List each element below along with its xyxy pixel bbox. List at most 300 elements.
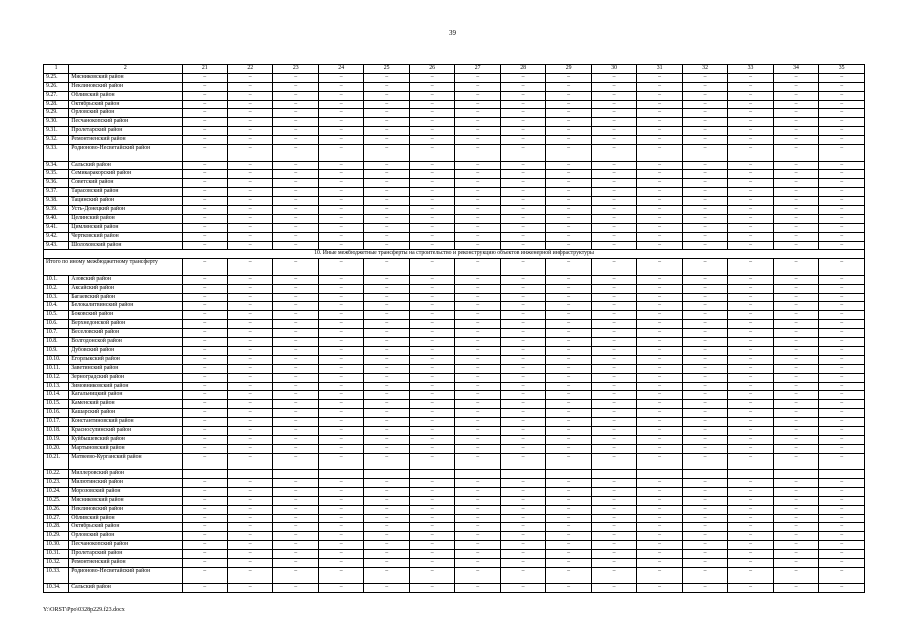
value-cell: – — [227, 364, 272, 373]
value-cell: – — [318, 559, 363, 568]
district-name: Егорлыкский район — [69, 355, 182, 364]
value-cell: – — [455, 197, 500, 206]
value-cell: – — [546, 338, 591, 347]
value-cell: – — [364, 418, 409, 427]
value-cell: – — [455, 109, 500, 118]
table-row — [44, 170, 865, 179]
value-cell: – — [728, 355, 773, 364]
value-cell: – — [728, 205, 773, 214]
value-cell: – — [409, 346, 454, 355]
value-cell: – — [773, 487, 818, 496]
value-cell: – — [728, 550, 773, 559]
table-row — [44, 241, 865, 250]
value-cell: – — [364, 487, 409, 496]
value-cell: – — [773, 170, 818, 179]
value-cell: – — [637, 136, 682, 145]
value-cell: – — [500, 311, 545, 320]
district-name: Красносулинский район — [69, 426, 182, 435]
table-row — [44, 73, 865, 82]
value-cell: – — [318, 223, 363, 232]
value-cell: – — [637, 73, 682, 82]
value-cell: – — [591, 355, 636, 364]
value-cell: – — [409, 109, 454, 118]
district-name: Сальский район — [69, 161, 182, 170]
value-cell: – — [546, 400, 591, 409]
value-cell: – — [591, 373, 636, 382]
row-number: 10.31. — [44, 550, 69, 559]
value-cell: – — [455, 136, 500, 145]
value-cell: – — [455, 214, 500, 223]
value-cell: – — [364, 479, 409, 488]
value-cell: – — [227, 179, 272, 188]
value-cell — [637, 470, 682, 479]
value-cell: – — [682, 418, 727, 427]
value-cell: – — [273, 559, 318, 568]
value-cell: – — [500, 364, 545, 373]
value-cell: – — [773, 136, 818, 145]
value-cell: – — [637, 241, 682, 250]
row-number: 9.36. — [44, 179, 69, 188]
value-cell: – — [409, 302, 454, 311]
value-cell: – — [728, 532, 773, 541]
value-cell: – — [364, 453, 409, 470]
value-cell: – — [773, 453, 818, 470]
value-cell: – — [728, 311, 773, 320]
table-row — [44, 346, 865, 355]
column-header: 33 — [728, 65, 773, 74]
value-cell: – — [455, 73, 500, 82]
value-cell: – — [455, 329, 500, 338]
value-cell: – — [773, 373, 818, 382]
value-cell: – — [318, 453, 363, 470]
value-cell: – — [409, 82, 454, 91]
value-cell: – — [591, 532, 636, 541]
table-row — [44, 188, 865, 197]
value-cell: – — [500, 382, 545, 391]
value-cell: – — [182, 293, 227, 302]
value-cell: – — [182, 259, 227, 276]
value-cell: – — [409, 329, 454, 338]
value-cell: – — [227, 275, 272, 284]
value-cell: – — [273, 293, 318, 302]
value-cell: – — [500, 532, 545, 541]
value-cell: – — [500, 514, 545, 523]
value-cell: – — [318, 479, 363, 488]
value-cell: – — [546, 82, 591, 91]
value-cell: – — [546, 541, 591, 550]
value-cell: – — [364, 514, 409, 523]
value-cell: – — [455, 567, 500, 584]
value-cell: – — [500, 391, 545, 400]
district-name: Тацинский район — [69, 197, 182, 206]
value-cell: – — [546, 109, 591, 118]
value-cell: – — [182, 382, 227, 391]
value-cell: – — [637, 338, 682, 347]
value-cell: – — [637, 329, 682, 338]
value-cell: – — [500, 161, 545, 170]
value-cell: – — [318, 284, 363, 293]
value-cell: – — [773, 550, 818, 559]
table-row — [44, 532, 865, 541]
value-cell: – — [455, 355, 500, 364]
value-cell: – — [182, 100, 227, 109]
value-cell: – — [637, 559, 682, 568]
value-cell: – — [591, 259, 636, 276]
value-cell: – — [728, 541, 773, 550]
value-cell: – — [546, 311, 591, 320]
value-cell: – — [227, 241, 272, 250]
value-cell: – — [318, 73, 363, 82]
column-header: 34 — [773, 65, 818, 74]
value-cell: – — [728, 127, 773, 136]
value-cell: – — [682, 435, 727, 444]
value-cell: – — [182, 373, 227, 382]
value-cell: – — [273, 259, 318, 276]
value-cell: – — [273, 179, 318, 188]
table-row — [44, 355, 865, 364]
district-name: Мартыновский район — [69, 444, 182, 453]
value-cell: – — [227, 205, 272, 214]
row-number: 9.42. — [44, 232, 69, 241]
value-cell: – — [273, 205, 318, 214]
value-cell: – — [546, 559, 591, 568]
value-cell: – — [500, 293, 545, 302]
value-cell: – — [637, 418, 682, 427]
value-cell: – — [682, 127, 727, 136]
table-row — [44, 311, 865, 320]
value-cell: – — [455, 205, 500, 214]
district-name: Волгодонской район — [69, 338, 182, 347]
value-cell: – — [273, 223, 318, 232]
value-cell: – — [682, 136, 727, 145]
value-cell: – — [819, 223, 865, 232]
value-cell: – — [318, 145, 363, 162]
value-cell: – — [182, 453, 227, 470]
table-row — [44, 479, 865, 488]
value-cell: – — [637, 400, 682, 409]
value-cell: – — [182, 418, 227, 427]
value-cell: – — [364, 550, 409, 559]
value-cell: – — [318, 241, 363, 250]
value-cell: – — [182, 346, 227, 355]
district-name: Мясниковский район — [69, 496, 182, 505]
value-cell: – — [728, 179, 773, 188]
value-cell: – — [682, 541, 727, 550]
value-cell: – — [591, 426, 636, 435]
value-cell: – — [409, 514, 454, 523]
value-cell: – — [364, 73, 409, 82]
table-row — [44, 136, 865, 145]
value-cell: – — [682, 91, 727, 100]
value-cell: – — [591, 496, 636, 505]
value-cell: – — [773, 346, 818, 355]
value-cell: – — [682, 223, 727, 232]
value-cell: – — [273, 91, 318, 100]
value-cell: – — [682, 514, 727, 523]
value-cell: – — [500, 400, 545, 409]
value-cell: – — [773, 223, 818, 232]
value-cell: – — [318, 127, 363, 136]
value-cell: – — [273, 241, 318, 250]
value-cell: – — [728, 373, 773, 382]
row-number: 10.15. — [44, 400, 69, 409]
value-cell: – — [773, 197, 818, 206]
value-cell: – — [546, 355, 591, 364]
value-cell: – — [318, 205, 363, 214]
value-cell: – — [409, 496, 454, 505]
value-cell: – — [364, 320, 409, 329]
value-cell: – — [182, 170, 227, 179]
value-cell: – — [182, 487, 227, 496]
value-cell: – — [318, 364, 363, 373]
value-cell: – — [227, 355, 272, 364]
value-cell: – — [409, 355, 454, 364]
value-cell: – — [364, 197, 409, 206]
value-cell: – — [500, 418, 545, 427]
value-cell: – — [773, 567, 818, 584]
value-cell: – — [273, 505, 318, 514]
value-cell: – — [819, 275, 865, 284]
value-cell: – — [637, 364, 682, 373]
value-cell: – — [546, 364, 591, 373]
value-cell: – — [409, 136, 454, 145]
value-cell: – — [227, 514, 272, 523]
value-cell: – — [819, 409, 865, 418]
value-cell: – — [455, 170, 500, 179]
value-cell: – — [409, 91, 454, 100]
value-cell: – — [227, 567, 272, 584]
value-cell: – — [546, 205, 591, 214]
value-cell: – — [819, 541, 865, 550]
value-cell: – — [773, 275, 818, 284]
column-header: 27 — [455, 65, 500, 74]
value-cell: – — [455, 145, 500, 162]
value-cell: – — [227, 523, 272, 532]
value-cell: – — [409, 259, 454, 276]
row-number: 10.32. — [44, 559, 69, 568]
value-cell: – — [819, 311, 865, 320]
value-cell: – — [773, 311, 818, 320]
table-row — [44, 82, 865, 91]
value-cell: – — [819, 373, 865, 382]
value-cell: – — [318, 373, 363, 382]
value-cell: – — [546, 275, 591, 284]
value-cell: – — [637, 214, 682, 223]
value-cell: – — [773, 426, 818, 435]
value-cell: – — [546, 487, 591, 496]
value-cell: – — [182, 275, 227, 284]
column-header: 22 — [227, 65, 272, 74]
value-cell: – — [364, 223, 409, 232]
value-cell: – — [546, 346, 591, 355]
value-cell: – — [273, 109, 318, 118]
value-cell: – — [409, 232, 454, 241]
value-cell — [682, 470, 727, 479]
row-number: 10.33. — [44, 567, 69, 584]
value-cell: – — [409, 338, 454, 347]
value-cell: – — [773, 382, 818, 391]
district-name: Пролетарский район — [69, 127, 182, 136]
value-cell: – — [364, 293, 409, 302]
value-cell: – — [546, 479, 591, 488]
district-name: Обливский район — [69, 91, 182, 100]
table-row — [44, 505, 865, 514]
value-cell: – — [728, 214, 773, 223]
value-cell: – — [773, 496, 818, 505]
value-cell: – — [728, 100, 773, 109]
value-cell — [591, 470, 636, 479]
value-cell: – — [500, 100, 545, 109]
value-cell: – — [591, 284, 636, 293]
value-cell: – — [591, 127, 636, 136]
value-cell — [500, 470, 545, 479]
value-cell: – — [409, 311, 454, 320]
value-cell: – — [591, 505, 636, 514]
value-cell: – — [182, 567, 227, 584]
value-cell: – — [409, 118, 454, 127]
value-cell: – — [819, 214, 865, 223]
row-number: 10.21. — [44, 453, 69, 470]
value-cell: – — [364, 241, 409, 250]
value-cell: – — [455, 275, 500, 284]
district-name: Азовский район — [69, 275, 182, 284]
value-cell: – — [409, 567, 454, 584]
value-cell: – — [318, 487, 363, 496]
value-cell: – — [364, 584, 409, 593]
value-cell: – — [182, 329, 227, 338]
value-cell: – — [728, 145, 773, 162]
value-cell: – — [273, 311, 318, 320]
value-cell: – — [682, 179, 727, 188]
value-cell: – — [637, 145, 682, 162]
value-cell: – — [409, 293, 454, 302]
value-cell: – — [591, 73, 636, 82]
value-cell: – — [182, 426, 227, 435]
value-cell: – — [364, 409, 409, 418]
value-cell — [182, 470, 227, 479]
column-header: 25 — [364, 65, 409, 74]
value-cell: – — [591, 293, 636, 302]
table-row — [44, 329, 865, 338]
value-cell: – — [318, 496, 363, 505]
table-row — [44, 470, 865, 479]
value-cell: – — [819, 127, 865, 136]
value-cell: – — [819, 523, 865, 532]
value-cell: – — [273, 400, 318, 409]
value-cell: – — [819, 197, 865, 206]
value-cell: – — [273, 73, 318, 82]
value-cell: – — [682, 73, 727, 82]
value-cell: – — [546, 91, 591, 100]
table-row — [44, 550, 865, 559]
table-row — [44, 302, 865, 311]
value-cell: – — [455, 338, 500, 347]
value-cell: – — [773, 232, 818, 241]
value-cell: – — [546, 302, 591, 311]
district-name: Белокалитвинский район — [69, 302, 182, 311]
value-cell: – — [409, 532, 454, 541]
value-cell: – — [819, 91, 865, 100]
value-cell: – — [546, 223, 591, 232]
district-name: Ремонтненский район — [69, 136, 182, 145]
value-cell: – — [819, 479, 865, 488]
value-cell: – — [318, 109, 363, 118]
value-cell: – — [455, 584, 500, 593]
value-cell: – — [682, 346, 727, 355]
district-name: Неклиновский район — [69, 82, 182, 91]
value-cell: – — [591, 382, 636, 391]
value-cell: – — [682, 241, 727, 250]
value-cell: – — [455, 91, 500, 100]
value-cell: – — [591, 541, 636, 550]
value-cell: – — [273, 584, 318, 593]
value-cell: – — [637, 275, 682, 284]
row-number: 9.41. — [44, 223, 69, 232]
value-cell: – — [773, 259, 818, 276]
value-cell: – — [455, 559, 500, 568]
value-cell: – — [773, 100, 818, 109]
value-cell: – — [682, 584, 727, 593]
row-number: 10.3. — [44, 293, 69, 302]
value-cell: – — [364, 559, 409, 568]
value-cell: – — [819, 232, 865, 241]
value-cell: – — [500, 302, 545, 311]
value-cell: – — [455, 302, 500, 311]
value-cell: – — [682, 232, 727, 241]
value-cell: – — [773, 320, 818, 329]
value-cell: – — [500, 214, 545, 223]
value-cell: – — [819, 435, 865, 444]
value-cell: – — [364, 161, 409, 170]
row-number: 10.29. — [44, 532, 69, 541]
value-cell: – — [318, 505, 363, 514]
value-cell — [273, 470, 318, 479]
value-cell: – — [227, 391, 272, 400]
value-cell: – — [500, 188, 545, 197]
column-header: 32 — [682, 65, 727, 74]
value-cell: – — [819, 100, 865, 109]
value-cell: – — [500, 284, 545, 293]
row-number: 9.43. — [44, 241, 69, 250]
value-cell: – — [227, 284, 272, 293]
value-cell: – — [682, 161, 727, 170]
value-cell: – — [728, 584, 773, 593]
value-cell: – — [318, 197, 363, 206]
value-cell: – — [227, 346, 272, 355]
value-cell: – — [500, 118, 545, 127]
value-cell: – — [682, 559, 727, 568]
value-cell: – — [819, 426, 865, 435]
value-cell: – — [227, 311, 272, 320]
table-row — [44, 338, 865, 347]
value-cell: – — [227, 170, 272, 179]
value-cell: – — [409, 391, 454, 400]
value-cell: – — [227, 232, 272, 241]
row-number: 10.30. — [44, 541, 69, 550]
row-number: 9.29. — [44, 109, 69, 118]
value-cell: – — [728, 329, 773, 338]
row-number: 10.6. — [44, 320, 69, 329]
value-cell: – — [637, 259, 682, 276]
value-cell: – — [182, 179, 227, 188]
value-cell: – — [227, 223, 272, 232]
value-cell: – — [409, 320, 454, 329]
value-cell: – — [500, 109, 545, 118]
value-cell: – — [773, 435, 818, 444]
value-cell: – — [819, 418, 865, 427]
value-cell: – — [637, 444, 682, 453]
value-cell: – — [591, 136, 636, 145]
